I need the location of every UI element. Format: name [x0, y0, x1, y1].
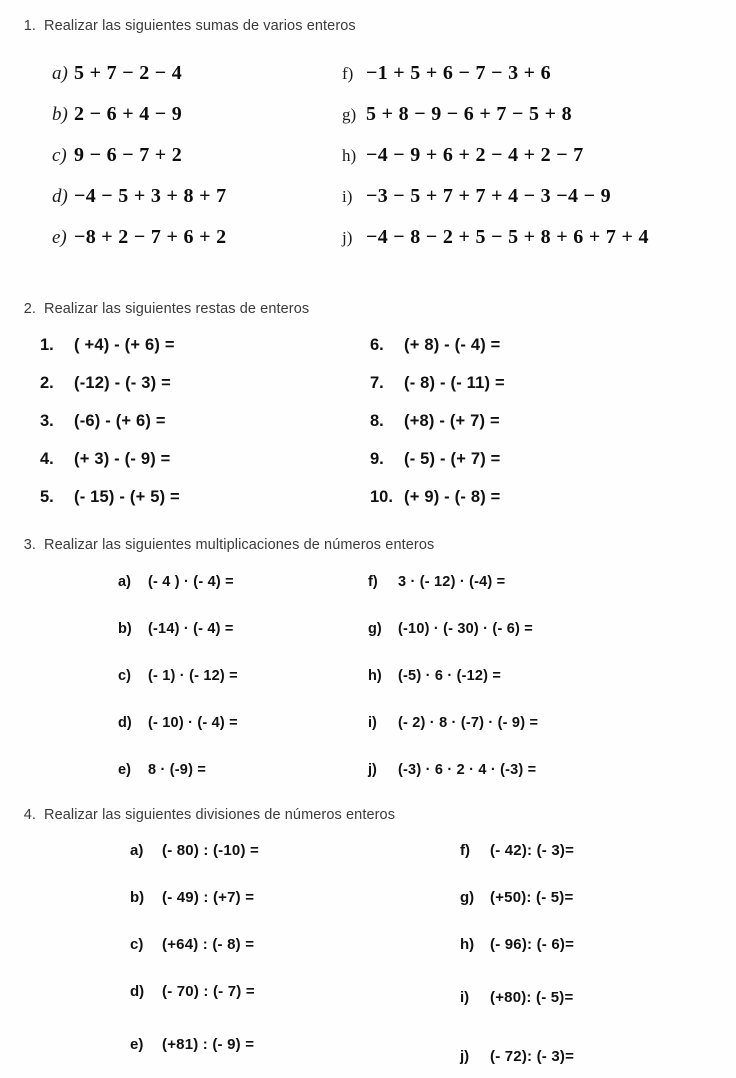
section-heading-4 — [14, 807, 395, 823]
exercise-expression: (-10) · (- 30) · (- 6) = — [398, 621, 533, 637]
exercise-expression: (- 72): (- 3)= — [490, 1048, 575, 1065]
exercise-item — [130, 983, 460, 1005]
exercise-label: i) — [342, 187, 353, 206]
exercise-item — [370, 488, 720, 516]
exercise-label: h) — [368, 668, 382, 684]
exercise-expression: −1 + 5 + 6 − 7 − 3 + 6 — [366, 62, 551, 84]
exercise-item — [40, 450, 370, 478]
exercise-expression: 5 + 7 − 2 − 4 — [74, 62, 183, 84]
exercise-item — [460, 936, 730, 958]
exercise-item — [118, 668, 368, 690]
exercise-expression: (-5) · 6 · (-12) = — [398, 668, 502, 684]
exercise-expression: (+81) : (- 9) = — [162, 1036, 255, 1053]
exercise-label: 6. — [370, 336, 384, 354]
exercise-item — [370, 374, 720, 402]
exercise-label: h) — [342, 146, 357, 165]
section-number-4: 4. — [23, 807, 36, 823]
exercise-expression: −3 − 5 + 7 + 7 + 4 − 3 −4 − 9 — [366, 185, 611, 207]
exercise-expression: (+50): (- 5)= — [490, 889, 574, 906]
exercise-item — [40, 374, 370, 402]
exercise-label: j) — [342, 228, 353, 247]
exercise-label: e) — [130, 1036, 144, 1053]
exercise-item — [118, 762, 368, 784]
exercise-label: d) — [52, 186, 68, 207]
exercise-item — [370, 336, 720, 364]
exercise-expression: 2 − 6 + 4 − 9 — [74, 103, 183, 125]
exercise-expression: (- 96): (- 6)= — [490, 936, 575, 953]
exercise-label: g) — [460, 889, 475, 906]
exercise-item — [118, 621, 368, 643]
exercise-label: f) — [342, 64, 354, 83]
exercise-item — [52, 103, 342, 133]
exercise-label: 10. — [370, 488, 393, 506]
exercise-label: 1. — [40, 336, 54, 354]
exercise-expression: (-6) - (+ 6) = — [74, 412, 166, 430]
exercise-item — [460, 1048, 730, 1070]
section-heading-1 — [14, 18, 356, 34]
exercise-label: b) — [52, 104, 68, 125]
exercise-expression: (- 10) · (- 4) = — [148, 715, 238, 731]
exercise-list-1 — [52, 62, 712, 256]
exercise-item — [52, 62, 342, 92]
exercise-label: c) — [130, 936, 144, 953]
exercise-label: b) — [118, 621, 132, 637]
exercise-list-3 — [118, 574, 728, 784]
exercise-expression: (- 49) : (+7) = — [162, 889, 255, 906]
exercise-label: 7. — [370, 374, 384, 392]
exercise-item — [130, 842, 460, 864]
exercise-item — [342, 226, 712, 256]
exercise-expression: (- 1) · (- 12) = — [148, 668, 238, 684]
section-number-1: 1. — [23, 18, 36, 34]
exercise-label: j) — [460, 1048, 470, 1065]
exercise-expression: (-14) · (- 4) = — [148, 621, 234, 637]
exercise-item — [370, 450, 720, 478]
section-title-2: Realizar las siguientes restas de enteros — [44, 301, 310, 317]
exercise-label: d) — [130, 983, 145, 1000]
section-title-4: Realizar las siguientes divisiones de números enteros — [44, 807, 396, 823]
exercise-list-2 — [40, 336, 720, 516]
exercise-item — [368, 621, 728, 643]
exercise-label: e) — [118, 762, 131, 778]
exercise-label: b) — [130, 889, 145, 906]
exercise-expression: (+ 3) - (- 9) = — [74, 450, 171, 468]
exercise-label: 3. — [40, 412, 54, 430]
exercise-expression: −4 − 8 − 2 + 5 − 5 + 8 + 6 + 7 + 4 — [366, 226, 649, 248]
exercise-expression: (- 42): (- 3)= — [490, 842, 575, 859]
exercise-expression: −4 − 9 + 6 + 2 − 4 + 2 − 7 — [366, 144, 584, 166]
exercise-expression: (- 8) - (- 11) = — [404, 374, 505, 392]
exercise-expression: (+80): (- 5)= — [490, 989, 574, 1006]
exercise-label: e) — [52, 227, 67, 248]
exercise-label: a) — [52, 63, 68, 84]
exercise-label: i) — [460, 989, 470, 1006]
exercise-label: c) — [118, 668, 131, 684]
exercise-expression: (+8) - (+ 7) = — [404, 412, 500, 430]
exercise-expression: 9 − 6 − 7 + 2 — [74, 144, 183, 166]
exercise-expression: (- 5) - (+ 7) = — [404, 450, 501, 468]
exercise-label: 5. — [40, 488, 54, 506]
exercise-label: f) — [460, 842, 470, 859]
exercise-item — [342, 103, 712, 133]
exercise-expression: (+64) : (- 8) = — [162, 936, 255, 953]
exercise-item — [370, 412, 720, 440]
exercise-expression: (- 15) - (+ 5) = — [74, 488, 180, 506]
exercise-label: a) — [130, 842, 144, 859]
exercise-item — [52, 226, 342, 256]
exercise-expression: (- 2) · 8 · (-7) · (- 9) = — [398, 715, 539, 731]
exercise-expression: (+ 9) - (- 8) = — [404, 488, 501, 506]
exercise-list-4 — [130, 842, 730, 1070]
exercise-expression: (-3) · 6 · 2 · 4 · (-3) = — [398, 762, 537, 778]
exercise-item — [460, 889, 730, 911]
exercise-label: a) — [118, 574, 131, 590]
exercise-item — [368, 715, 728, 737]
exercise-label: g) — [342, 105, 357, 124]
exercise-expression: −4 − 5 + 3 + 8 + 7 — [74, 185, 227, 207]
exercise-label: c) — [52, 145, 67, 166]
exercise-item — [40, 336, 370, 364]
exercise-item — [460, 989, 730, 1011]
exercise-label: f) — [368, 574, 378, 590]
exercise-item — [118, 574, 368, 596]
exercise-item — [40, 488, 370, 516]
exercise-expression: (- 4 ) · (- 4) = — [148, 574, 234, 590]
exercise-item — [40, 412, 370, 440]
section-title-3: Realizar las siguientes multiplicaciones de números enteros — [44, 537, 435, 553]
exercise-label: 4. — [40, 450, 54, 468]
exercise-label: 2. — [40, 374, 54, 392]
exercise-expression: (- 70) : (- 7) = — [162, 983, 255, 1000]
exercise-item — [342, 185, 712, 215]
exercise-expression: (+ 8) - (- 4) = — [404, 336, 501, 354]
exercise-label: 9. — [370, 450, 384, 468]
exercise-expression: (- 80) : (-10) = — [162, 842, 259, 859]
exercise-label: j) — [368, 762, 377, 778]
exercise-expression: 5 + 8 − 9 − 6 + 7 − 5 + 8 — [366, 103, 572, 125]
exercise-expression: 3 · (- 12) · (-4) = — [398, 574, 506, 590]
section-number-3: 3. — [23, 537, 36, 553]
exercise-item — [368, 574, 728, 596]
exercise-label: h) — [460, 936, 475, 953]
exercise-label: g) — [368, 621, 382, 637]
exercise-label: i) — [368, 715, 377, 731]
exercise-item — [342, 144, 712, 174]
section-heading-3 — [14, 537, 434, 553]
exercise-expression: ( +4) - (+ 6) = — [74, 336, 175, 354]
exercise-item — [342, 62, 712, 92]
exercise-item — [130, 936, 460, 958]
exercise-item — [368, 668, 728, 690]
exercise-expression: −8 + 2 − 7 + 6 + 2 — [74, 226, 227, 248]
exercise-item — [368, 762, 728, 784]
section-title-1: Realizar las siguientes sumas de varios enteros — [44, 18, 356, 34]
exercise-item — [460, 842, 730, 864]
section-heading-2 — [14, 301, 309, 317]
exercise-expression: (-12) - (- 3) = — [74, 374, 171, 392]
exercise-item — [52, 144, 342, 174]
exercise-label: d) — [118, 715, 132, 731]
exercise-item — [130, 1036, 460, 1058]
exercise-item — [52, 185, 342, 215]
exercise-item — [118, 715, 368, 737]
exercise-item — [130, 889, 460, 911]
section-number-2: 2. — [23, 301, 36, 317]
exercise-label: 8. — [370, 412, 384, 430]
exercise-expression: 8 · (-9) = — [148, 762, 206, 778]
